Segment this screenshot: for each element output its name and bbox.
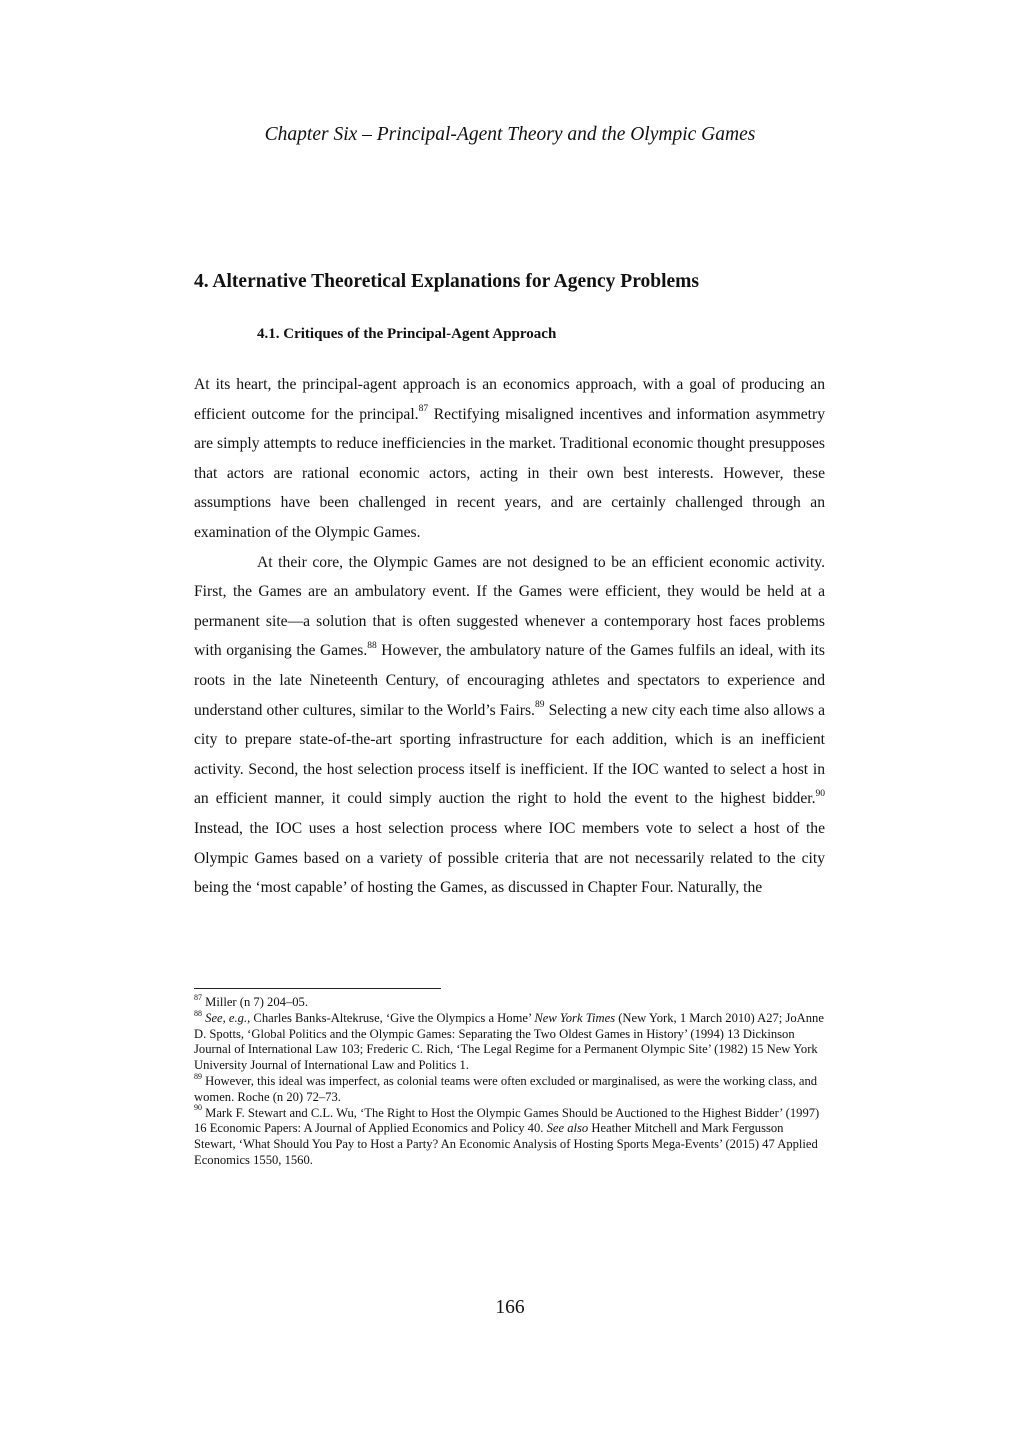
subsection-heading: 4.1. Critiques of the Principal-Agent Approach [257,326,557,342]
footnote-number-89: 89 [194,1071,202,1081]
paragraph-2 [194,548,825,903]
footnote-88-source: New York Times [534,1010,616,1025]
footnote-89-text: However, this ideal was imperfect, as colonial teams were often excluded or marginalised, as were the working class, and women. Roche (n 20) 72–73. [194,1073,818,1104]
page-number: 166 [495,1297,525,1318]
footnote-89 [194,1071,825,1106]
footnote-ref-90[interactable]: 90 [815,789,825,800]
paragraph-2-text-c: Selecting a new city each time also allows a city to prepare state-of-the-art sporting infrastructure for each addition, which is an inefficient activity. Second, the host selection process itself is inefficient. If the IOC wanted to select a host in an efficient manner, it could simply auction the right to hold the event to the highest bidder. [194,701,825,808]
paragraph-2-text-a: At their core, the Olympic Games are not designed to be an efficient economic activity. First, the Games are an ambulatory event. If the Games were efficient, they would be held at a permanent site—a solution that is often suggested whenever a contemporary host faces problems with organising the Games. [194,553,825,660]
footnote-90-text-a: Mark F. Stewart and C.L. Wu, ‘The Right to Host the Olympic Games Should be Auctioned to the Highest Bidder’ (1997) 16 Economic Papers: A Journal of Applied Economics and Policy 40. [194,1105,820,1136]
paragraph-2-text-b: However, the ambulatory nature of the Games fulfils an ideal, with its roots in the late Nineteenth Century, of encouraging athletes and spectators to experience and understand other cultures, similar to the World’s Fairs. [194,642,825,719]
section-heading: 4. Alternative Theoretical Explanations for Agency Problems [194,271,699,292]
footnote-separator [194,988,441,989]
footnote-88-text-a: Charles Banks-Altekruse, ‘Give the Olympics a Home’ [250,1010,535,1025]
paragraph-2-text-d: Instead, the IOC uses a host selection process where IOC members vote to select a host of the Olympic Games based on a variety of possible criteria that are not necessarily related to the city being the ‘most capable’ of hosting the Games, as discussed in Chapter Four. Naturally, the [194,819,825,897]
body-text [194,370,825,903]
footnote-90-text-b: Heather Mitchell and Mark Fergusson Stewart, ‘What Should You Pay to Host a Party? An Economic Analysis of Hosting Sports Mega-Events’ (2015) 47 Applied Economics 1550, 1560. [194,1121,818,1167]
footnote-ref-88[interactable]: 88 [367,641,377,652]
footnotes [194,992,825,1169]
footnote-ref-87[interactable]: 87 [418,404,429,415]
footnote-number-90: 90 [194,1103,202,1113]
running-head: Chapter Six – Principal-Agent Theory and the Olympic Games [264,124,756,145]
footnote-88 [194,1008,825,1074]
paragraph-1-text-a: At its heart, the principal-agent approach is an economics approach, with a goal of producing an efficient outcome for the principal. [194,376,825,423]
footnote-88-signal: See, e.g., [202,1010,251,1025]
footnote-88-text-b: (New York, 1 March 2010) A27; JoAnne D. Spotts, ‘Global Politics and the Olympic Games: Separating the Two Oldest Games in History’ (1994) 13 Dickinson Journal of International Law 103; Frederic C. Rich, ‘The Legal Regime for a Permanent Olympic Site’ (1982) 15 New York University Journal of International Law and Politics 1. [194,1010,824,1073]
paragraph-1 [194,370,825,548]
footnote-87-text: Miller (n 7) 204–05. [202,995,308,1009]
footnote-number-87: 87 [194,992,202,1002]
footnote-90 [194,1103,825,1169]
footnote-87 [194,992,825,1011]
footnote-number-88: 88 [194,1008,202,1018]
paragraph-1-text-b: Rectifying misaligned incentives and information asymmetry are simply attempts to reduce inefficiencies in the market. Traditional economic thought presupposes that actors are rational economic actors, acting in their own best interests. However, these assumptions have been challenged in recent years, and are certainly challenged through an examination of the Olympic Games. [194,405,825,541]
footnote-90-signal: See also [546,1121,589,1136]
footnote-ref-89[interactable]: 89 [534,700,545,711]
